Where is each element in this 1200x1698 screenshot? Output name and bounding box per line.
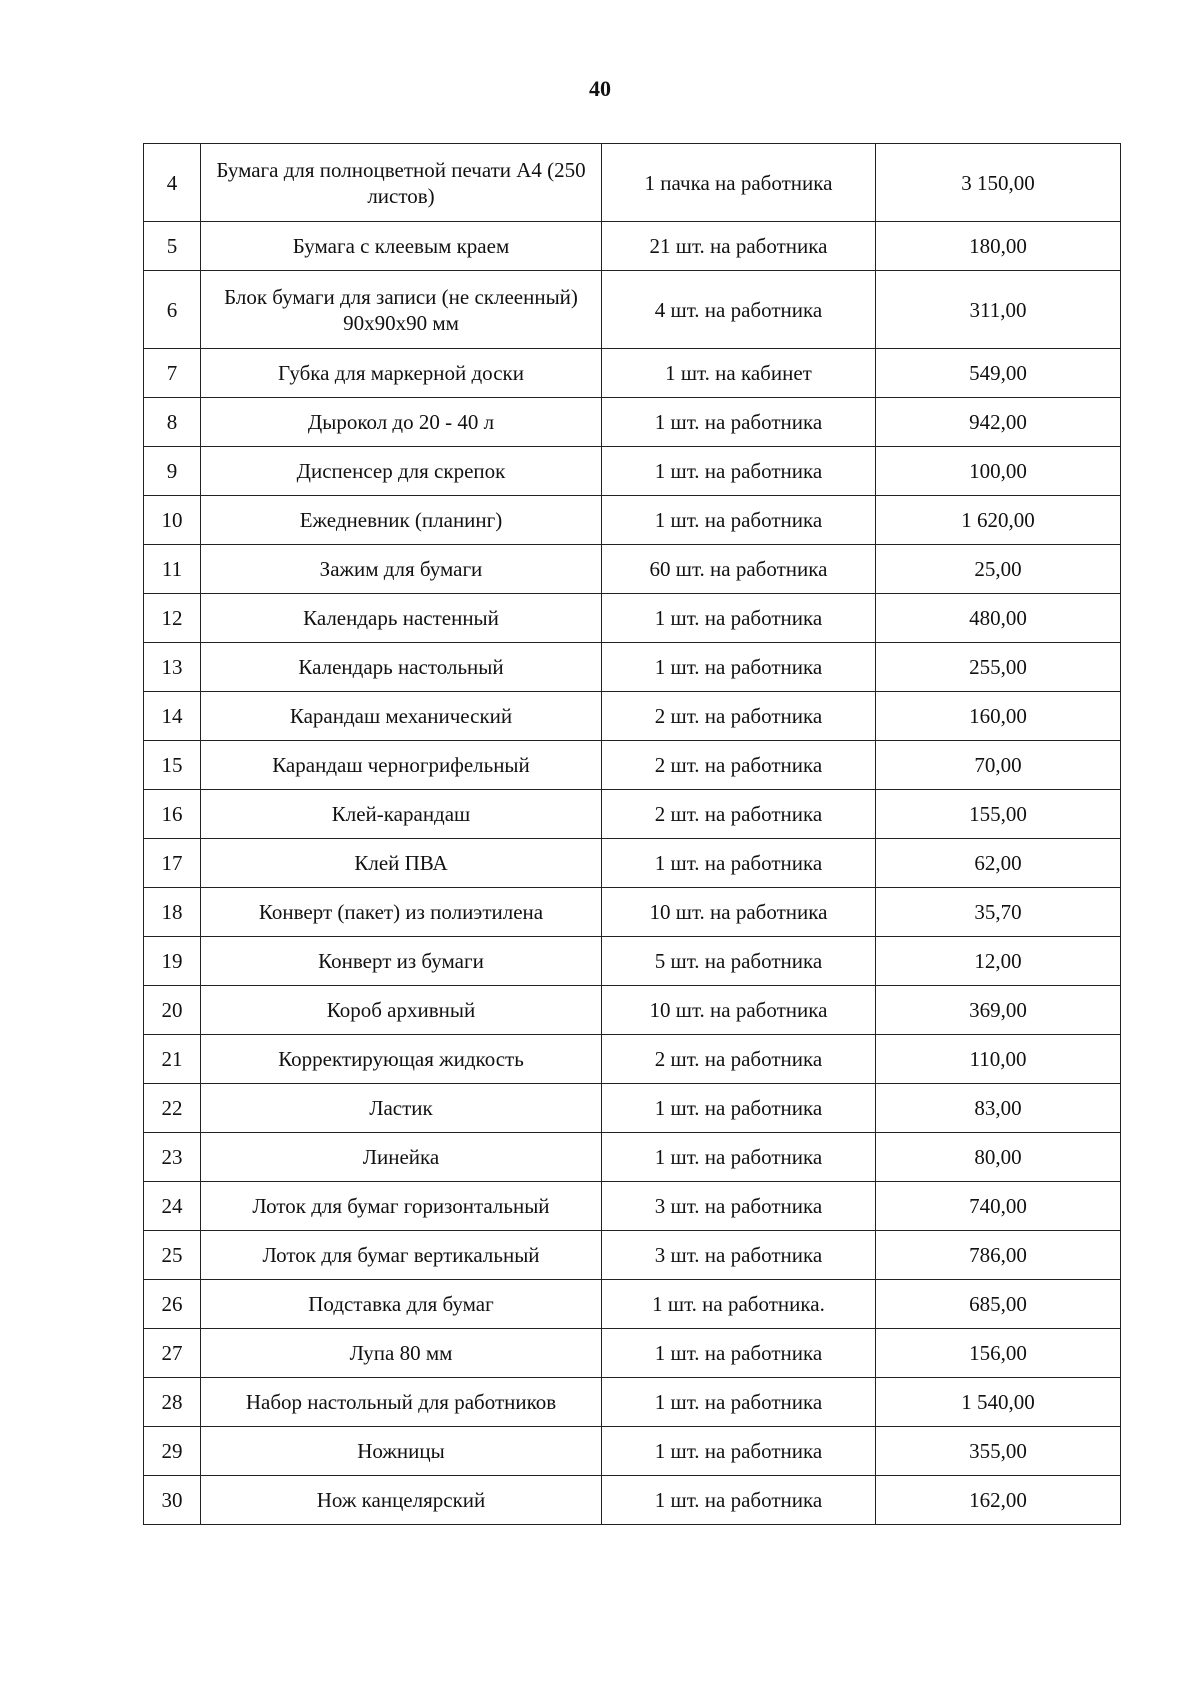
quantity-norm-cell: 21 шт. на работника [602, 222, 876, 271]
item-name-cell: Бумага с клеевым краем [201, 222, 602, 271]
price-cell: 62,00 [876, 839, 1121, 888]
item-name-cell: Набор настольный для работников [201, 1378, 602, 1427]
row-number-cell: 12 [144, 594, 201, 643]
table-row [144, 1133, 1121, 1182]
price-cell: 83,00 [876, 1084, 1121, 1133]
price-cell: 110,00 [876, 1035, 1121, 1084]
price-cell: 162,00 [876, 1476, 1121, 1525]
item-name-cell: Ножницы [201, 1427, 602, 1476]
quantity-norm-cell: 3 шт. на работника [602, 1231, 876, 1280]
row-number-cell: 5 [144, 222, 201, 271]
row-number-cell: 23 [144, 1133, 201, 1182]
row-number-cell: 21 [144, 1035, 201, 1084]
quantity-norm-cell: 1 шт. на работника [602, 1378, 876, 1427]
price-cell: 100,00 [876, 447, 1121, 496]
quantity-norm-cell: 1 шт. на работника [602, 447, 876, 496]
row-number-cell: 13 [144, 643, 201, 692]
row-number-cell: 15 [144, 741, 201, 790]
price-cell: 549,00 [876, 349, 1121, 398]
table-row [144, 1182, 1121, 1231]
row-number-cell: 14 [144, 692, 201, 741]
item-name-cell: Карандаш черногрифельный [201, 741, 602, 790]
price-cell: 685,00 [876, 1280, 1121, 1329]
price-cell: 1 540,00 [876, 1378, 1121, 1427]
quantity-norm-cell: 2 шт. на работника [602, 790, 876, 839]
table-row [144, 447, 1121, 496]
quantity-norm-cell: 4 шт. на работника [602, 271, 876, 349]
item-name-cell: Зажим для бумаги [201, 545, 602, 594]
item-name-cell: Нож канцелярский [201, 1476, 602, 1525]
row-number-cell: 16 [144, 790, 201, 839]
supplies-table-body [144, 144, 1121, 1525]
price-cell: 3 150,00 [876, 144, 1121, 222]
quantity-norm-cell: 1 шт. на работника [602, 839, 876, 888]
item-name-cell: Дырокол до 20 - 40 л [201, 398, 602, 447]
item-name-cell: Лоток для бумаг горизонтальный [201, 1182, 602, 1231]
price-cell: 1 620,00 [876, 496, 1121, 545]
quantity-norm-cell: 1 шт. на работника [602, 1476, 876, 1525]
quantity-norm-cell: 1 шт. на работника [602, 1084, 876, 1133]
item-name-cell: Ластик [201, 1084, 602, 1133]
table-row [144, 692, 1121, 741]
item-name-cell: Лоток для бумаг вертикальный [201, 1231, 602, 1280]
item-name-cell: Клей ПВА [201, 839, 602, 888]
row-number-cell: 6 [144, 271, 201, 349]
table-row [144, 496, 1121, 545]
table-row [144, 790, 1121, 839]
quantity-norm-cell: 1 шт. на работника [602, 1133, 876, 1182]
row-number-cell: 4 [144, 144, 201, 222]
row-number-cell: 22 [144, 1084, 201, 1133]
table-row [144, 937, 1121, 986]
price-cell: 12,00 [876, 937, 1121, 986]
table-row [144, 1280, 1121, 1329]
table-row [144, 1329, 1121, 1378]
item-name-cell: Календарь настенный [201, 594, 602, 643]
quantity-norm-cell: 60 шт. на работника [602, 545, 876, 594]
table-row [144, 222, 1121, 271]
quantity-norm-cell: 1 шт. на работника [602, 398, 876, 447]
table-row [144, 839, 1121, 888]
item-name-cell: Конверт (пакет) из полиэтилена [201, 888, 602, 937]
quantity-norm-cell: 1 шт. на кабинет [602, 349, 876, 398]
row-number-cell: 29 [144, 1427, 201, 1476]
quantity-norm-cell: 1 пачка на работника [602, 144, 876, 222]
quantity-norm-cell: 10 шт. на работника [602, 888, 876, 937]
quantity-norm-cell: 2 шт. на работника [602, 692, 876, 741]
item-name-cell: Лупа 80 мм [201, 1329, 602, 1378]
item-name-cell: Диспенсер для скрепок [201, 447, 602, 496]
row-number-cell: 27 [144, 1329, 201, 1378]
table-row [144, 271, 1121, 349]
item-name-cell: Подставка для бумаг [201, 1280, 602, 1329]
quantity-norm-cell: 3 шт. на работника [602, 1182, 876, 1231]
page-number: 40 [589, 76, 611, 101]
item-name-cell: Ежедневник (планинг) [201, 496, 602, 545]
table-row [144, 1231, 1121, 1280]
price-cell: 80,00 [876, 1133, 1121, 1182]
item-name-cell: Бумага для полноцветной печати А4 (250 листов) [201, 144, 602, 222]
table-row [144, 986, 1121, 1035]
table-row [144, 1084, 1121, 1133]
item-name-cell: Губка для маркерной доски [201, 349, 602, 398]
row-number-cell: 11 [144, 545, 201, 594]
row-number-cell: 26 [144, 1280, 201, 1329]
table-row [144, 888, 1121, 937]
quantity-norm-cell: 2 шт. на работника [602, 741, 876, 790]
table-row [144, 741, 1121, 790]
table-row [144, 398, 1121, 447]
row-number-cell: 9 [144, 447, 201, 496]
supplies-table [143, 143, 1121, 1525]
table-row [144, 545, 1121, 594]
quantity-norm-cell: 2 шт. на работника [602, 1035, 876, 1084]
table-row [144, 349, 1121, 398]
item-name-cell: Конверт из бумаги [201, 937, 602, 986]
table-row [144, 1476, 1121, 1525]
row-number-cell: 25 [144, 1231, 201, 1280]
item-name-cell: Линейка [201, 1133, 602, 1182]
row-number-cell: 18 [144, 888, 201, 937]
quantity-norm-cell: 1 шт. на работника [602, 1329, 876, 1378]
price-cell: 160,00 [876, 692, 1121, 741]
table-row [144, 1035, 1121, 1084]
table-row [144, 1378, 1121, 1427]
item-name-cell: Календарь настольный [201, 643, 602, 692]
price-cell: 255,00 [876, 643, 1121, 692]
item-name-cell: Клей-карандаш [201, 790, 602, 839]
table-row [144, 144, 1121, 222]
quantity-norm-cell: 10 шт. на работника [602, 986, 876, 1035]
item-name-cell: Блок бумаги для записи (не склеенный) 90х90х90 мм [201, 271, 602, 349]
quantity-norm-cell: 1 шт. на работника [602, 594, 876, 643]
price-cell: 311,00 [876, 271, 1121, 349]
row-number-cell: 30 [144, 1476, 201, 1525]
row-number-cell: 19 [144, 937, 201, 986]
row-number-cell: 28 [144, 1378, 201, 1427]
table-row [144, 1427, 1121, 1476]
price-cell: 369,00 [876, 986, 1121, 1035]
row-number-cell: 10 [144, 496, 201, 545]
row-number-cell: 24 [144, 1182, 201, 1231]
price-cell: 35,70 [876, 888, 1121, 937]
price-cell: 155,00 [876, 790, 1121, 839]
row-number-cell: 17 [144, 839, 201, 888]
row-number-cell: 8 [144, 398, 201, 447]
item-name-cell: Короб архивный [201, 986, 602, 1035]
price-cell: 480,00 [876, 594, 1121, 643]
row-number-cell: 20 [144, 986, 201, 1035]
table-row [144, 594, 1121, 643]
item-name-cell: Карандаш механический [201, 692, 602, 741]
price-cell: 786,00 [876, 1231, 1121, 1280]
quantity-norm-cell: 1 шт. на работника. [602, 1280, 876, 1329]
row-number-cell: 7 [144, 349, 201, 398]
quantity-norm-cell: 1 шт. на работника [602, 643, 876, 692]
item-name-cell: Корректирующая жидкость [201, 1035, 602, 1084]
price-cell: 355,00 [876, 1427, 1121, 1476]
quantity-norm-cell: 5 шт. на работника [602, 937, 876, 986]
table-row [144, 643, 1121, 692]
price-cell: 156,00 [876, 1329, 1121, 1378]
price-cell: 180,00 [876, 222, 1121, 271]
quantity-norm-cell: 1 шт. на работника [602, 496, 876, 545]
price-cell: 942,00 [876, 398, 1121, 447]
quantity-norm-cell: 1 шт. на работника [602, 1427, 876, 1476]
price-cell: 25,00 [876, 545, 1121, 594]
price-cell: 70,00 [876, 741, 1121, 790]
price-cell: 740,00 [876, 1182, 1121, 1231]
